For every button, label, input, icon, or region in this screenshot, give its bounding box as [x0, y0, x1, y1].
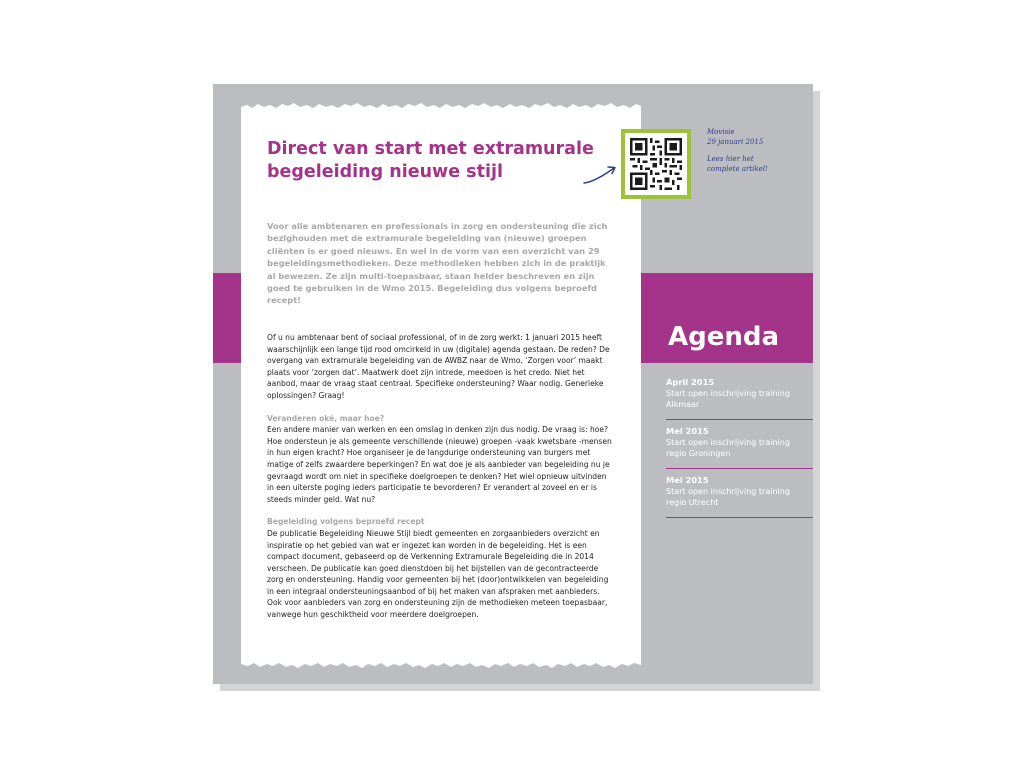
qr-date: 29 januari 2015 — [707, 137, 764, 146]
qr-code-link[interactable] — [621, 129, 691, 199]
section-heading: Begeleiding volgens beproefd recept — [267, 517, 425, 527]
agenda-location: regio Groningen — [666, 449, 731, 458]
agenda-item — [666, 426, 813, 469]
agenda-description: Start open inschrijving training — [666, 438, 790, 447]
agenda-date: Mei 2015 — [666, 475, 709, 485]
article-paragraph: De publicatie Begeleiding Nieuwe Stijl biedt gemeenten en zorgaanbieders overzicht en inspiratie op het gebied van wat er ingezet kan worden in de begeleiding. Het is een compact document, gebaseerd op de Verkenning Extramurale Begeleiding die in 2014 verscheen. De publicatie kan goed dienstdoen bij het bijstellen van de gecontracteerde zorg en ondersteuning. Handig voor gemeenten bij het (door)ontwikkelen van begeleiding in een integraal ondersteuningsaanbod of bij het maken van afspraken met aanbieders. Ook voor aanbieders van zorg en ondersteuning zijn de methodieken meteen toepasbaar, vanwege hun geschiktheid voor meerdere doelgroepen. — [267, 528, 609, 620]
agenda-description: Start open inschrijving training — [666, 389, 790, 398]
agenda-date: Mei 2015 — [666, 426, 709, 436]
torn-edge-bottom — [241, 661, 641, 669]
agenda-item — [666, 475, 813, 518]
qr-note — [707, 128, 807, 174]
curved-arrow-icon — [581, 162, 621, 186]
article-intro: Voor alle ambtenaren en professionals in zorg en ondersteuning die zich bezighouden met de extramurale begeleiding van (nieuwe) groepen cliënten is er goed nieuws. En wel in de vorm van een overzicht van 29 begeleidingsmethodieken. Deze methodieken hebben zich in de praktijk al bewezen. Ze zijn multi-toepasbaar, staan helder beschreven en zijn goed te gebruiken in de Wmo 2015. Begeleiding dus volgens beproefd recept! — [267, 221, 608, 306]
section-heading: Veranderen oké, maar hoe? — [267, 413, 385, 423]
agenda-date: April 2015 — [666, 377, 715, 387]
agenda-heading: Agenda — [668, 322, 780, 352]
qr-code-background — [625, 133, 687, 195]
article-section — [267, 413, 612, 506]
article-body — [267, 332, 612, 632]
agenda-location: Alkmaar — [666, 400, 700, 409]
article-paragraph: Of u nu ambtenaar bent of sociaal professional, of in de zorg werkt: 1 januari 2015 heeft waarschijnlijk een lange tijd rood omcirkeld in uw (digitale) agenda gestaan. De reden? De overgang van extramurale begeleiding van de AWBZ naar de Wmo. ‘Zorgen voor’ maakt plaats voor ‘zorgen dat’. Maatwerk doet zijn intrede, meedoen is het credo. Niet het aanbod, maar de vraag staat centraal. Specifieke ondersteuning? Waar nodig. Generieke oplossingen? Graag! — [267, 333, 610, 400]
qr-source: Movisie — [707, 128, 735, 136]
agenda-list — [666, 377, 813, 524]
agenda-location: regio Utrecht — [666, 498, 719, 507]
torn-edge-top — [241, 102, 641, 110]
qr-code-icon — [630, 138, 682, 190]
qr-cta-line2: complete artikel! — [707, 164, 768, 173]
agenda-description: Start open inschrijving training — [666, 487, 790, 496]
article-section — [267, 516, 612, 620]
article-title: Direct van start met extramurale begeleiding nieuwe stijl — [267, 139, 594, 182]
article-sheet — [241, 108, 641, 663]
qr-note-gap — [707, 147, 807, 155]
newsletter-panel — [213, 84, 813, 684]
article-paragraph: Een andere manier van werken en een omslag in denken zijn dus nodig. De vraag is: hoe? Hoe ondersteun je als gemeente verschillende (nieuwe) groepen -vaak kwetsbare -mensen in hun eigen kracht? Hoe organiseer je de langdurige ondersteuning van burgers met matige of zelfs zwaardere beperkingen? En wat doe je als aanbieder van begeleiding nu je gevraagd wordt om niet in specifieke doelgroepen te denken? Het wiel opnieuw uitvinden in een uiterste poging ieders participatie te bevorderen? Er verandert al zoveel en er is steeds minder geld. Wat nu? — [267, 425, 612, 504]
agenda-item — [666, 377, 813, 420]
qr-cta-line1: Lees hier het — [707, 155, 754, 163]
